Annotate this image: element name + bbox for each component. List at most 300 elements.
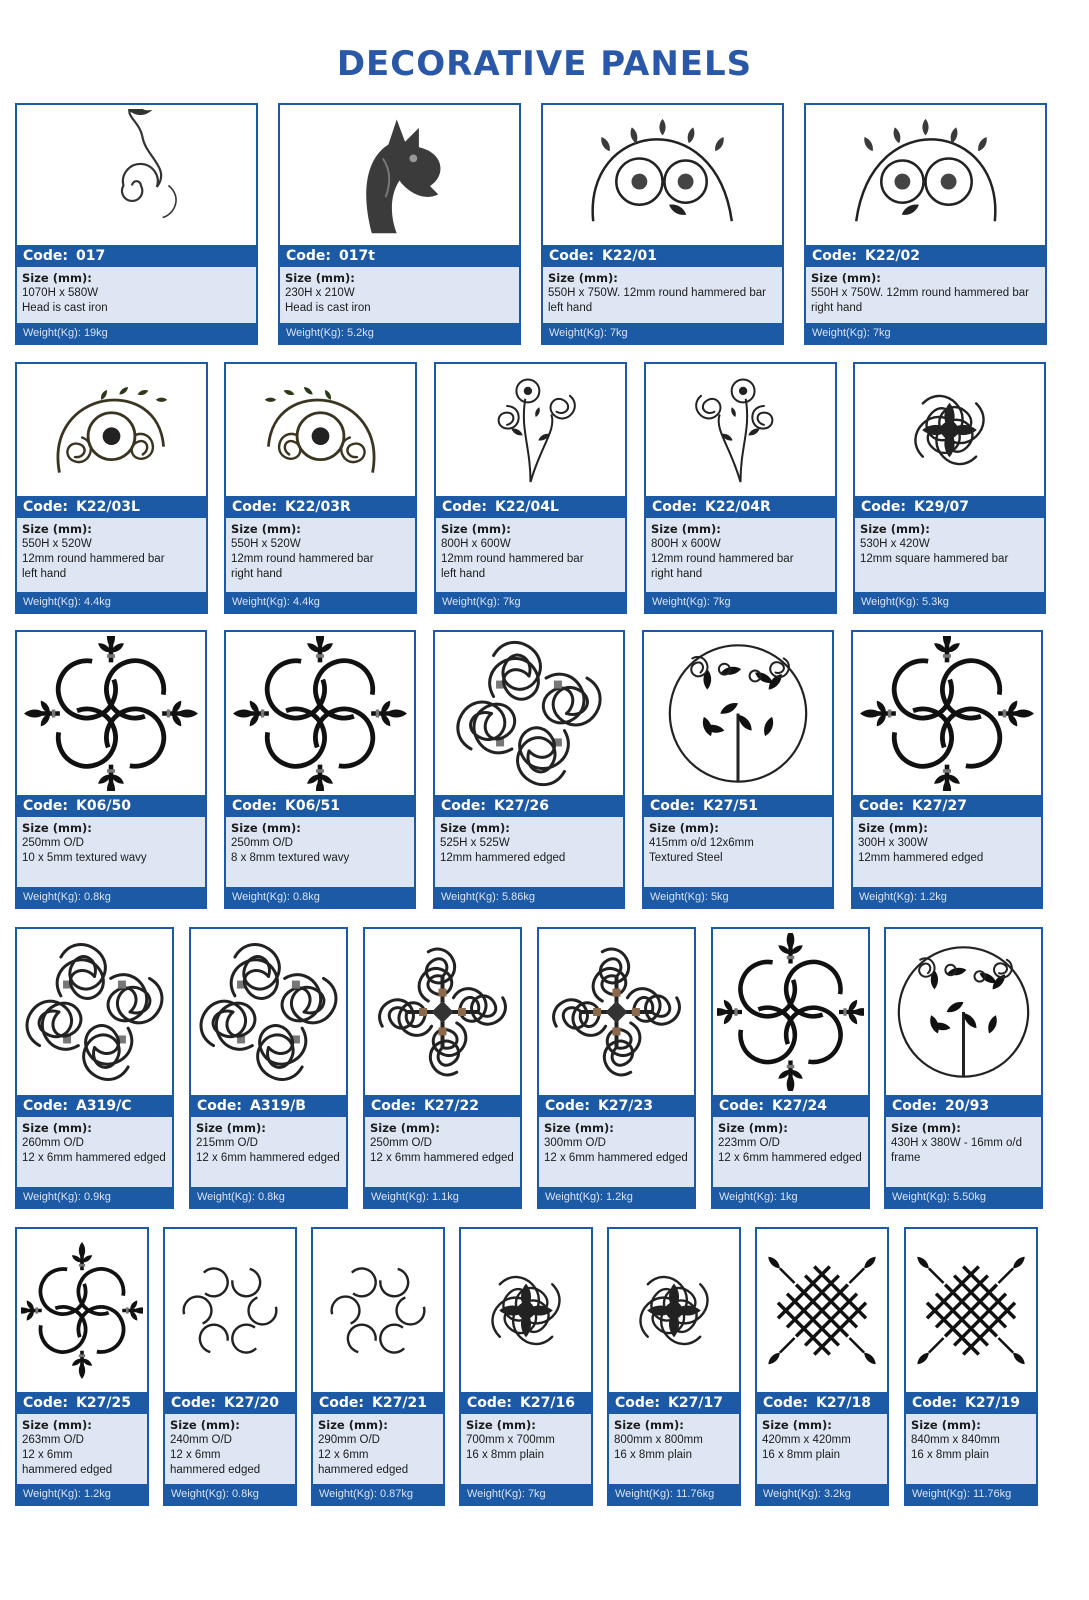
product-row <box>0 103 1089 345</box>
spec-line: 260mm O/D <box>22 1137 84 1149</box>
spec-line: 1070H x 580W <box>22 287 99 299</box>
product-card <box>711 927 870 1209</box>
weight-label: Weight(Kg): <box>23 1488 81 1500</box>
product-code <box>435 795 623 817</box>
product-row <box>0 927 1089 1209</box>
code-label: Code: <box>197 1098 243 1114</box>
scroll-rosette-icon <box>191 929 346 1095</box>
code-label: Code: <box>467 1395 513 1411</box>
product-code <box>855 496 1044 518</box>
spec-line: frame <box>891 1152 921 1164</box>
product-specs <box>461 1414 591 1484</box>
product-specs <box>806 267 1045 323</box>
weight-value: 0.9kg <box>83 1191 111 1203</box>
code-value: K22/04L <box>495 499 559 515</box>
spec-line: 250mm O/D <box>370 1137 432 1149</box>
spec-line: 223mm O/D <box>718 1137 780 1149</box>
product-weight <box>806 323 1045 343</box>
product-specs <box>644 817 832 887</box>
weight-value: 11.76kg <box>972 1488 1012 1500</box>
product-code <box>646 496 835 518</box>
spec-line: left hand <box>22 568 67 580</box>
product-weight <box>886 1187 1041 1207</box>
corner-scroll-right-icon <box>226 364 415 496</box>
product-weight <box>646 592 835 612</box>
product-code <box>609 1392 739 1414</box>
product-specs <box>17 518 206 592</box>
weight-label: Weight(Kg): <box>650 891 708 903</box>
code-value: K22/04R <box>705 499 771 515</box>
product-code <box>436 496 625 518</box>
spec-line: 12 x 6mm hammered edged <box>22 1152 166 1164</box>
weight-value: 1.1kg <box>431 1191 459 1203</box>
code-label: Code: <box>23 499 69 515</box>
corner-scroll-left-icon <box>17 364 206 496</box>
weight-label: Weight(Kg): <box>859 891 917 903</box>
spec-line: 12 x 6mm hammered edged <box>196 1152 340 1164</box>
product-weight <box>191 1187 346 1207</box>
code-label: Code: <box>23 248 69 264</box>
spec-line: 8 x 8mm textured wavy <box>231 852 350 864</box>
scroll-rosette-icon <box>435 632 623 795</box>
size-label: Size (mm): <box>441 522 511 536</box>
weight-label: Weight(Kg): <box>652 596 710 608</box>
code-label: Code: <box>23 798 69 814</box>
code-value: K06/50 <box>76 798 131 814</box>
weight-value: 5.86kg <box>501 891 535 903</box>
product-weight <box>436 592 625 612</box>
weight-value: 4.4kg <box>292 596 320 608</box>
code-label: Code: <box>319 1395 365 1411</box>
code-value: K27/18 <box>816 1395 871 1411</box>
weight-label: Weight(Kg): <box>197 1191 255 1203</box>
weight-value: 5.2kg <box>346 327 374 339</box>
product-row <box>0 362 1089 614</box>
spec-line: 12 x 6mm <box>170 1449 221 1461</box>
code-value: K27/26 <box>494 798 549 814</box>
fleur-scroll-rosette-icon <box>17 632 205 795</box>
spec-line: hammered edged <box>318 1464 409 1476</box>
spec-line: 800H x 600W <box>441 538 511 550</box>
product-specs <box>543 267 782 323</box>
spec-line: 840mm x 840mm <box>911 1434 1000 1446</box>
code-label: Code: <box>912 1395 958 1411</box>
code-label: Code: <box>650 798 696 814</box>
product-card <box>537 927 696 1209</box>
spec-line: Head is cast iron <box>22 302 108 314</box>
weight-label: Weight(Kg): <box>286 327 344 339</box>
code-value: K27/22 <box>424 1098 479 1114</box>
product-card <box>311 1227 445 1506</box>
weight-label: Weight(Kg): <box>545 1191 603 1203</box>
product-weight <box>757 1484 887 1504</box>
spec-line: 215mm O/D <box>196 1137 258 1149</box>
spec-line: 12mm hammered edged <box>858 852 984 864</box>
weight-label: Weight(Kg): <box>812 327 870 339</box>
product-specs <box>855 518 1044 592</box>
code-label: Code: <box>232 798 278 814</box>
weight-label: Weight(Kg): <box>442 596 500 608</box>
weight-value: 7kg <box>502 596 521 608</box>
spec-line: right hand <box>811 302 863 314</box>
weight-value: 5.50kg <box>952 1191 986 1203</box>
product-specs <box>435 817 623 887</box>
fleur-scroll-rosette-icon <box>713 929 868 1095</box>
weight-value: 5.3kg <box>921 596 949 608</box>
code-label: Code: <box>861 499 907 515</box>
size-label: Size (mm): <box>544 1121 614 1135</box>
weight-label: Weight(Kg): <box>23 891 81 903</box>
weight-label: Weight(Kg): <box>441 891 499 903</box>
product-weight <box>17 592 206 612</box>
code-label: Code: <box>286 248 332 264</box>
cross-scroll-rosette-icon <box>539 929 694 1095</box>
spec-line: 12 x 6mm <box>22 1449 73 1461</box>
spec-line: 10 x 5mm textured wavy <box>22 852 147 864</box>
weight-label: Weight(Kg): <box>232 891 290 903</box>
product-code <box>226 496 415 518</box>
weight-label: Weight(Kg): <box>549 327 607 339</box>
product-code <box>461 1392 591 1414</box>
spec-line: 16 x 8mm plain <box>614 1449 692 1461</box>
product-code <box>17 496 206 518</box>
spec-line: 700mm x 700mm <box>466 1434 555 1446</box>
size-label: Size (mm): <box>231 821 301 835</box>
weight-label: Weight(Kg): <box>912 1488 970 1500</box>
spiral-scroll-icon <box>17 105 256 245</box>
spec-line: 12 x 6mm <box>318 1449 369 1461</box>
product-card <box>851 630 1043 909</box>
product-card <box>278 103 521 345</box>
product-code <box>539 1095 694 1117</box>
product-weight <box>17 1187 172 1207</box>
size-label: Size (mm): <box>811 271 881 285</box>
product-code <box>713 1095 868 1117</box>
product-weight <box>609 1484 739 1504</box>
product-code <box>543 245 782 267</box>
code-value: K22/03R <box>285 499 351 515</box>
product-weight <box>17 887 205 907</box>
product-specs <box>436 518 625 592</box>
code-label: Code: <box>892 1098 938 1114</box>
product-code <box>906 1392 1036 1414</box>
size-label: Size (mm): <box>285 271 355 285</box>
weight-value: 3.2kg <box>823 1488 851 1500</box>
weight-label: Weight(Kg): <box>763 1488 821 1500</box>
code-value: K27/19 <box>965 1395 1020 1411</box>
weight-value: 0.8kg <box>292 891 320 903</box>
product-card <box>224 362 417 614</box>
product-weight <box>226 887 414 907</box>
spec-line: 420mm x 420mm <box>762 1434 851 1446</box>
code-value: K27/24 <box>772 1098 827 1114</box>
spec-line: 12 x 6mm hammered edged <box>370 1152 514 1164</box>
product-code <box>280 245 519 267</box>
code-value: K27/16 <box>520 1395 575 1411</box>
weight-label: Weight(Kg): <box>467 1488 525 1500</box>
code-value: K27/21 <box>372 1395 427 1411</box>
size-label: Size (mm): <box>22 821 92 835</box>
product-weight <box>855 592 1044 612</box>
fleur-scroll-rosette-icon <box>226 632 414 795</box>
product-code <box>757 1392 887 1414</box>
product-card <box>224 630 416 909</box>
size-label: Size (mm): <box>891 1121 961 1135</box>
product-weight <box>906 1484 1036 1504</box>
weight-value: 5kg <box>710 891 729 903</box>
spec-line: 550H x 520W <box>22 538 92 550</box>
product-weight <box>17 323 256 343</box>
product-specs <box>757 1414 887 1484</box>
weight-value: 11.76kg <box>675 1488 715 1500</box>
weight-label: Weight(Kg): <box>319 1488 377 1500</box>
weight-value: 0.87kg <box>379 1488 413 1500</box>
spec-line: 12mm round hammered bar <box>651 553 794 565</box>
product-specs <box>713 1117 868 1187</box>
code-value: K27/27 <box>912 798 967 814</box>
spec-line: 800H x 600W <box>651 538 721 550</box>
spec-line: 16 x 8mm plain <box>466 1449 544 1461</box>
spec-line: hammered edged <box>22 1464 113 1476</box>
code-value: A319/B <box>250 1098 306 1114</box>
product-card <box>363 927 522 1209</box>
product-weight <box>644 887 832 907</box>
product-specs <box>609 1414 739 1484</box>
weight-label: Weight(Kg): <box>719 1191 777 1203</box>
product-weight <box>461 1484 591 1504</box>
spec-line: 12mm round hammered bar <box>231 553 374 565</box>
scroll-ring-icon <box>313 1229 443 1392</box>
weight-value: 7kg <box>872 327 891 339</box>
code-label: Code: <box>171 1395 217 1411</box>
product-code <box>17 245 256 267</box>
code-label: Code: <box>545 1098 591 1114</box>
product-card <box>15 103 258 345</box>
spec-line: 16 x 8mm plain <box>762 1449 840 1461</box>
scroll-rosette-icon <box>17 929 172 1095</box>
product-weight <box>165 1484 295 1504</box>
weight-label: Weight(Kg): <box>23 1191 81 1203</box>
spec-line: 16 x 8mm plain <box>911 1449 989 1461</box>
cast-iron-head-icon <box>280 105 519 245</box>
product-code <box>226 795 414 817</box>
product-code <box>644 795 832 817</box>
code-value: K27/51 <box>703 798 758 814</box>
spec-line: 430H x 380W - 16mm o/d <box>891 1137 1023 1149</box>
spec-line: hammered edged <box>170 1464 261 1476</box>
product-card <box>541 103 784 345</box>
scroll-ring-icon <box>165 1229 295 1392</box>
code-value: K22/02 <box>865 248 920 264</box>
code-value: K27/17 <box>668 1395 723 1411</box>
product-code <box>191 1095 346 1117</box>
weight-label: Weight(Kg): <box>23 596 81 608</box>
code-label: Code: <box>442 499 488 515</box>
code-label: Code: <box>232 499 278 515</box>
weight-value: 7kg <box>712 596 731 608</box>
product-weight <box>853 887 1041 907</box>
weight-label: Weight(Kg): <box>892 1191 950 1203</box>
code-label: Code: <box>652 499 698 515</box>
weight-label: Weight(Kg): <box>171 1488 229 1500</box>
code-label: Code: <box>615 1395 661 1411</box>
code-label: Code: <box>441 798 487 814</box>
spec-line: 250mm O/D <box>22 837 84 849</box>
product-specs <box>886 1117 1041 1187</box>
code-label: Code: <box>763 1395 809 1411</box>
product-specs <box>313 1414 443 1484</box>
weight-label: Weight(Kg): <box>371 1191 429 1203</box>
spec-line: 800mm x 800mm <box>614 1434 703 1446</box>
size-label: Size (mm): <box>911 1418 981 1432</box>
product-specs <box>365 1117 520 1187</box>
product-weight <box>539 1187 694 1207</box>
weight-value: 19kg <box>83 327 108 339</box>
product-specs <box>539 1117 694 1187</box>
product-specs <box>280 267 519 323</box>
spec-line: Head is cast iron <box>285 302 371 314</box>
size-label: Size (mm): <box>22 1121 92 1135</box>
code-value: 017 <box>76 248 106 264</box>
weight-value: 7kg <box>609 327 628 339</box>
weight-value: 1kg <box>779 1191 798 1203</box>
spec-line: 530H x 420W <box>860 538 930 550</box>
spec-line: 525H x 525W <box>440 837 510 849</box>
product-card <box>15 927 174 1209</box>
weight-value: 0.8kg <box>257 1191 285 1203</box>
product-code <box>806 245 1045 267</box>
product-card <box>755 1227 889 1506</box>
product-specs <box>165 1414 295 1484</box>
fleur-scroll-rosette-icon <box>853 632 1041 795</box>
product-specs <box>853 817 1041 887</box>
product-code <box>886 1095 1041 1117</box>
product-specs <box>646 518 835 592</box>
product-card <box>163 1227 297 1506</box>
spec-line: 12mm hammered edged <box>440 852 566 864</box>
product-card <box>804 103 1047 345</box>
fleur-scroll-rosette-icon <box>17 1229 147 1392</box>
arch-scroll-right-icon <box>806 105 1045 245</box>
weight-value: 1.2kg <box>605 1191 633 1203</box>
code-value: A319/C <box>76 1098 132 1114</box>
product-code <box>853 795 1041 817</box>
product-card <box>189 927 348 1209</box>
size-label: Size (mm): <box>718 1121 788 1135</box>
code-value: K27/23 <box>598 1098 653 1114</box>
circle-flower-panel-icon <box>644 632 832 795</box>
weight-value: 4.4kg <box>83 596 111 608</box>
code-value: K22/01 <box>602 248 657 264</box>
square-scroll-panel-icon <box>461 1229 591 1392</box>
code-value: K22/03L <box>76 499 140 515</box>
product-code <box>313 1392 443 1414</box>
arch-scroll-left-icon <box>543 105 782 245</box>
spec-line: 263mm O/D <box>22 1434 84 1446</box>
product-card <box>15 362 208 614</box>
product-card <box>904 1227 1038 1506</box>
code-label: Code: <box>23 1395 69 1411</box>
spec-line: right hand <box>651 568 703 580</box>
product-specs <box>17 817 205 887</box>
product-card <box>15 630 207 909</box>
size-label: Size (mm): <box>196 1121 266 1135</box>
size-label: Size (mm): <box>466 1418 536 1432</box>
product-row <box>0 1227 1089 1506</box>
code-value: K27/20 <box>224 1395 279 1411</box>
product-weight <box>713 1187 868 1207</box>
product-weight <box>365 1187 520 1207</box>
product-specs <box>906 1414 1036 1484</box>
code-label: Code: <box>812 248 858 264</box>
spec-line: 12mm square hammered bar <box>860 553 1009 565</box>
size-label: Size (mm): <box>858 821 928 835</box>
size-label: Size (mm): <box>318 1418 388 1432</box>
flower-scroll-right-icon <box>646 364 835 496</box>
size-label: Size (mm): <box>22 522 92 536</box>
product-card <box>642 630 834 909</box>
product-card <box>434 362 627 614</box>
product-weight <box>313 1484 443 1504</box>
size-label: Size (mm): <box>170 1418 240 1432</box>
product-weight <box>543 323 782 343</box>
page-title: DECORATIVE PANELS <box>336 44 753 84</box>
size-label: Size (mm): <box>614 1418 684 1432</box>
size-label: Size (mm): <box>22 1418 92 1432</box>
product-specs <box>17 1414 147 1484</box>
product-card <box>15 1227 149 1506</box>
code-label: Code: <box>719 1098 765 1114</box>
spec-line: 550H x 750W. 12mm round hammered bar <box>811 287 1029 299</box>
product-weight <box>226 592 415 612</box>
product-specs <box>17 1117 172 1187</box>
product-code <box>17 795 205 817</box>
product-card <box>459 1227 593 1506</box>
weight-label: Weight(Kg): <box>232 596 290 608</box>
code-label: Code: <box>371 1098 417 1114</box>
weight-value: 1.2kg <box>919 891 947 903</box>
product-code <box>365 1095 520 1117</box>
product-weight <box>435 887 623 907</box>
spec-line: Textured Steel <box>649 852 723 864</box>
weight-value: 0.8kg <box>231 1488 259 1500</box>
product-card <box>853 362 1046 614</box>
spec-line: 300H x 300W <box>858 837 928 849</box>
square-scroll-panel-icon <box>609 1229 739 1392</box>
spec-line: 300mm O/D <box>544 1137 606 1149</box>
product-specs <box>226 817 414 887</box>
code-value: 20/93 <box>945 1098 990 1114</box>
size-label: Size (mm): <box>548 271 618 285</box>
spec-line: left hand <box>441 568 486 580</box>
product-specs <box>17 267 256 323</box>
size-label: Size (mm): <box>231 522 301 536</box>
code-value: K27/25 <box>76 1395 131 1411</box>
size-label: Size (mm): <box>651 522 721 536</box>
spec-line: left hand <box>548 302 593 314</box>
spec-line: 240mm O/D <box>170 1434 232 1446</box>
circle-flower-panel-icon <box>886 929 1041 1095</box>
size-label: Size (mm): <box>649 821 719 835</box>
weight-label: Weight(Kg): <box>861 596 919 608</box>
size-label: Size (mm): <box>22 271 92 285</box>
product-code <box>17 1392 147 1414</box>
weight-value: 7kg <box>527 1488 546 1500</box>
code-label: Code: <box>859 798 905 814</box>
code-label: Code: <box>549 248 595 264</box>
spec-line: 12mm round hammered bar <box>22 553 165 565</box>
code-value: K06/51 <box>285 798 340 814</box>
